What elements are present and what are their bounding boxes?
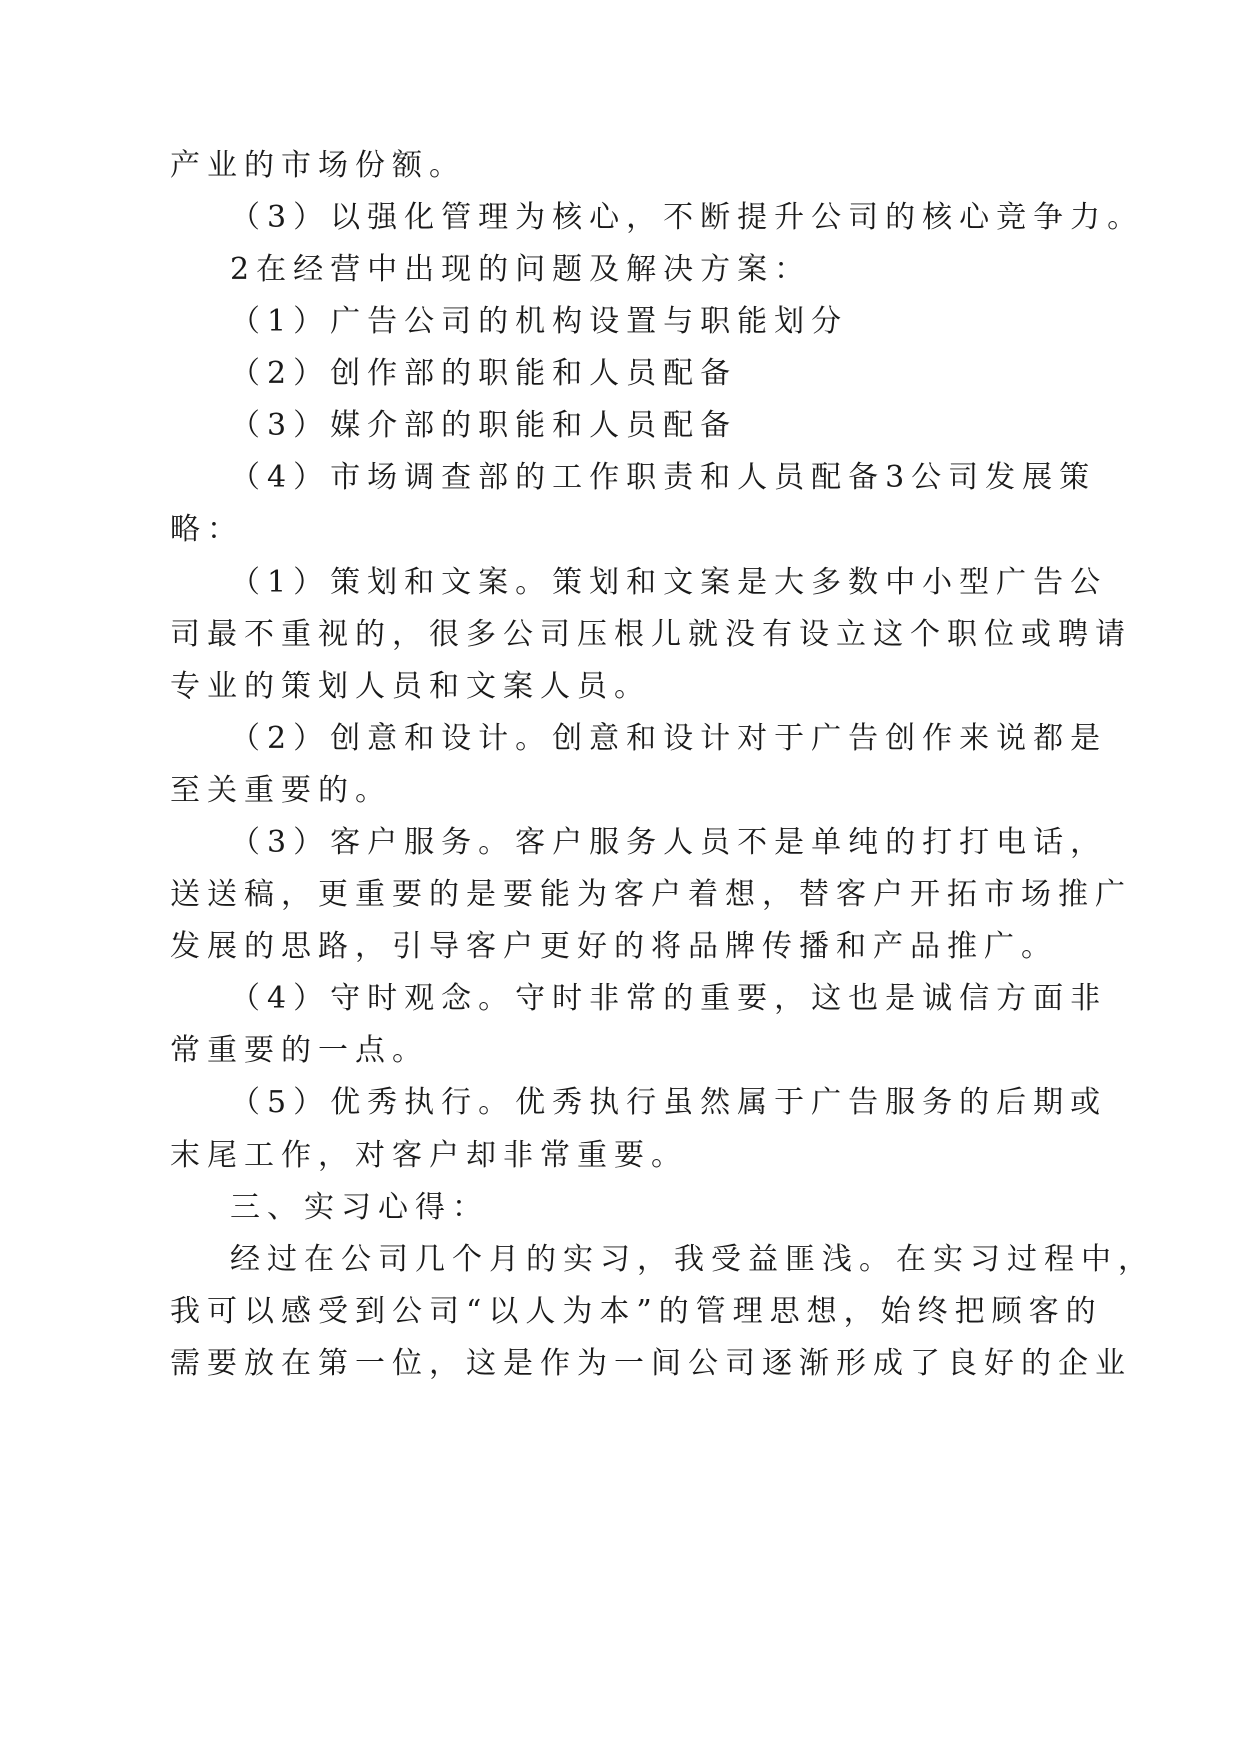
text-line-7: （4）市场调查部的工作职责和人员配备3公司发展策 bbox=[230, 460, 1097, 495]
text-line-18: 常重要的一点。 bbox=[170, 1033, 429, 1068]
text-line-1: 产业的市场份额。 bbox=[170, 148, 466, 183]
text-line-6: （3）媒介部的职能和人员配备 bbox=[230, 408, 738, 443]
text-line-23: 我可以感受到公司“以人为本”的管理思想，始终把顾客的 bbox=[170, 1294, 1103, 1329]
text-line-17: （4）守时观念。守时非常的重要，这也是诚信方面非 bbox=[230, 981, 1108, 1016]
text-line-21: 三、实习心得： bbox=[230, 1190, 489, 1225]
text-line-3: 2在经营中出现的问题及解决方案： bbox=[230, 252, 812, 287]
text-line-8: 略： bbox=[170, 512, 244, 547]
text-line-15: 送送稿，更重要的是要能为客户着想，替客户开拓市场推广 bbox=[170, 877, 1132, 912]
text-line-16: 发展的思路，引导客户更好的将品牌传播和产品推广。 bbox=[170, 929, 1058, 964]
text-line-24: 需要放在第一位，这是作为一间公司逐渐形成了良好的企业 bbox=[170, 1346, 1132, 1381]
text-line-13: 至关重要的。 bbox=[170, 773, 392, 808]
text-line-19: （5）优秀执行。优秀执行虽然属于广告服务的后期或 bbox=[230, 1085, 1108, 1120]
text-line-2: （3）以强化管理为核心，不断提升公司的核心竞争力。 bbox=[230, 200, 1145, 235]
text-line-14: （3）客户服务。客户服务人员不是单纯的打打电话， bbox=[230, 825, 1108, 860]
text-line-5: （2）创作部的职能和人员配备 bbox=[230, 356, 738, 391]
text-line-12: （2）创意和设计。创意和设计对于广告创作来说都是 bbox=[230, 721, 1108, 756]
text-line-20: 末尾工作，对客户却非常重要。 bbox=[170, 1138, 688, 1173]
text-line-9: （1）策划和文案。策划和文案是大多数中小型广告公 bbox=[230, 565, 1108, 600]
text-line-10: 司最不重视的，很多公司压根儿就没有设立这个职位或聘请 bbox=[170, 617, 1132, 652]
text-line-4: （1）广告公司的机构设置与职能划分 bbox=[230, 304, 849, 339]
text-line-22: 经过在公司几个月的实习，我受益匪浅。在实习过程中， bbox=[230, 1242, 1155, 1277]
text-line-11: 专业的策划人员和文案人员。 bbox=[170, 669, 651, 704]
